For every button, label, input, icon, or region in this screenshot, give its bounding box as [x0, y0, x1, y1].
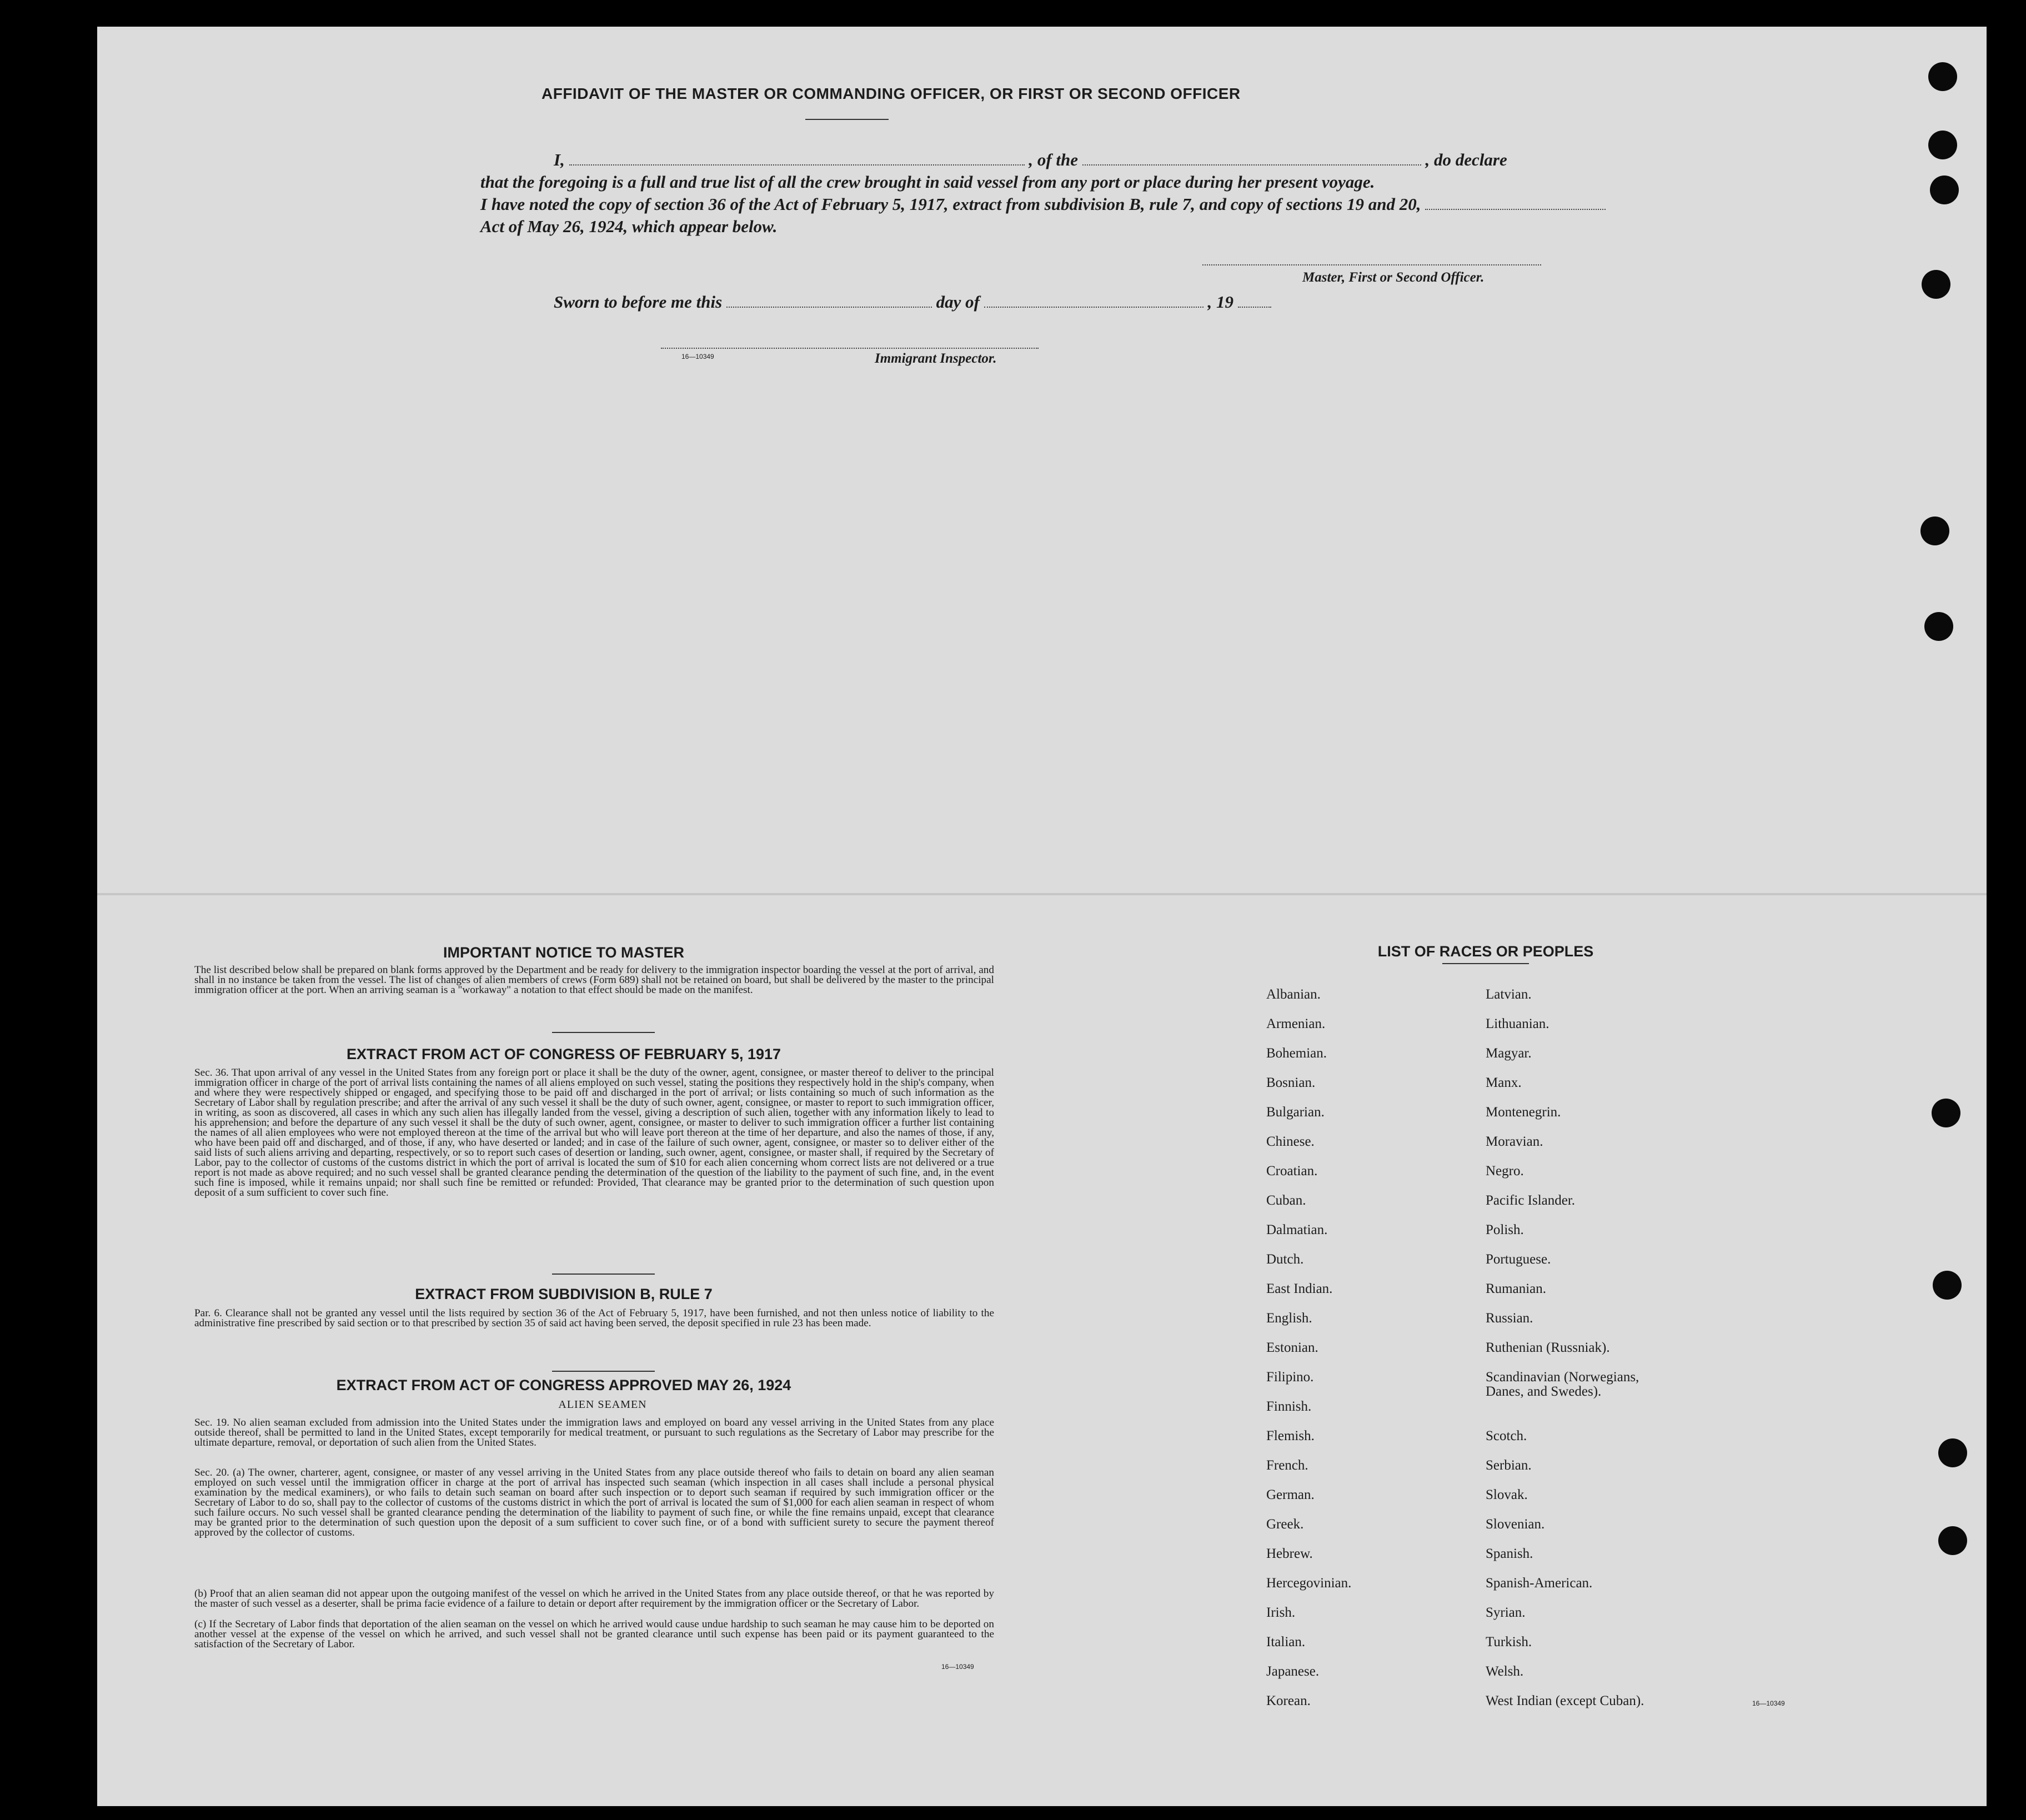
extract-1917-text: Sec. 36. That upon arrival of any vessel in the United States from any foreign port or place it shall be the duty of the owner, agent, consignee, or master thereof to deliver to the principal immigration officer in charge of the port of arrival lists containing the names of all aliens employed on such vessel, stating the positions they respectively hold in the ship's company, when and where they were respectively shipped or engaged, and specifying those to be paid off and discharged in the port of arrival; or lists containing so much of such information as the Secretary of Labor shall by regulation prescribe; and after the arrival of any such vessel it shall be the duty of such owner, agent, consignee, or master to report to such immigration officer, in writing, as soon as discovered, all cases in which any such alien has illegally landed from the vessel, giving a description of such alien, together with any information likely to lead to his apprehension; and before the departure of any such vessel it shall be the duty of such owner, agent, consignee, or master to deliver to such immigration officer a further list containing the names of all alien employees who were not employed thereon at the time of the arrival but who will leave port thereon at the time of her departure, and also the names of those, if any, who have been paid off and discharged, and of those, if any, who have deserted or landed; and in case of the failure of such owner, agent, consignee, or master so to deliver either of the said lists of such aliens arriving and departing, respectively, or so to report such cases of desertion or landing, such owner, agent, consignee, or master shall, if required by the Secretary of Labor, pay to the collector of customs of the customs district in which the port of arrival is located the sum of $10 for each alien concerning whom correct lists are not delivered or a true report is not made as above required; and no such vessel shall be granted clearance pending the determination of the question of the liability to the payment of such fine, and, in the event such fine is imposed, while it remains unpaid; nor shall such fine be remitted or refunded: Provided, That clearance may be granted prior to the determination of such question upon deposit of a sum sufficient to cover such fine.	[194, 1067, 994, 1199]
race-item: Dalmatian.	[1266, 1222, 1328, 1237]
race-item: West Indian (except Cuban).	[1486, 1693, 1644, 1708]
divider	[805, 119, 889, 120]
affidavit-i-label: I,	[554, 150, 565, 169]
race-item: Japanese.	[1266, 1664, 1320, 1679]
affidavit-line-3-text: I have noted the copy of section 36 of the Act of February 5, 1917, extract from subdivision B, rule 7, and copy of sections 19 and 20,	[480, 194, 1421, 214]
race-item: Ruthenian (Russniak).	[1486, 1340, 1610, 1355]
race-item: Dutch.	[1266, 1252, 1304, 1267]
race-item: Greek.	[1266, 1517, 1304, 1532]
sworn-prefix: Sworn to before me this	[554, 292, 723, 312]
race-item: Bulgarian.	[1266, 1105, 1325, 1120]
extract-1917-heading: EXTRACT FROM ACT OF CONGRESS OF FEBRUARY 5, 1917	[346, 1046, 781, 1062]
race-item: Flemish.	[1266, 1428, 1315, 1443]
race-item: Magyar.	[1486, 1046, 1532, 1061]
continuation-blank	[1425, 198, 1606, 210]
day-of-label: day of	[936, 292, 980, 312]
sec-20c-text: (c) If the Secretary of Labor finds that deportation of the alien seaman on the vessel on which he arrived would cause undue hardship to such seaman he may cause him to be deported on another vessel at the expense of the vessel on which he arrived, and such vessel shall not be granted clearance until such expense has been paid or its payment guaranteed to the satisfaction of the Secretary of Labor.	[194, 1618, 994, 1650]
divider	[552, 1274, 655, 1275]
sec-19-text: Sec. 19. No alien seaman excluded from admission into the United States under the immigration laws and employed on board any vessel arriving in the United States from any place outside thereof, shall be permitted to land in the United States, except temporarily for medical treatment, or pursuant to such regulations as the Secretary of Labor may prescribe for the ultimate departure, removal, or deportation of such alien from the United States.	[194, 1417, 994, 1448]
sworn-day-blank	[726, 295, 932, 308]
races-heading: LIST OF RACES OR PEOPLES	[1377, 943, 1594, 960]
race-item: Lithuanian.	[1486, 1016, 1549, 1031]
race-item: East Indian.	[1266, 1281, 1333, 1296]
race-item: Croatian.	[1266, 1164, 1318, 1179]
vessel-blank	[1082, 153, 1421, 166]
race-item: Latvian.	[1486, 987, 1532, 1002]
affidavit-line-2: that the foregoing is a full and true list of all the crew brought in said vessel from any port or place during her present voyage.	[480, 172, 1375, 192]
divider	[1442, 963, 1529, 964]
inspector-caption: Immigrant Inspector.	[875, 351, 997, 366]
race-item: Rumanian.	[1486, 1281, 1547, 1296]
race-item: English.	[1266, 1311, 1312, 1326]
sec-20b-text: (b) Proof that an alien seaman did not appear upon the outgoing manifest of the vessel on which he arrived in the United States from any place outside thereof, or that he was reported by the master of such vessel as a deserter, shall be prima facie evidence of a failure to detain or deport after requirement by the immigration officer or the Secretary of Labor.	[194, 1588, 994, 1610]
affidavit-line-3	[480, 194, 1606, 214]
races-left-column	[1266, 987, 1351, 1723]
race-item: Hercegovinian.	[1266, 1576, 1352, 1591]
notice-heading: IMPORTANT NOTICE TO MASTER	[443, 944, 684, 961]
master-caption: Master, First or Second Officer.	[1302, 270, 1485, 285]
affidavit-line-1	[554, 150, 1664, 170]
race-item: Serbian.	[1486, 1458, 1532, 1473]
punch-hole	[1928, 62, 1957, 91]
do-declare-label: , do declare	[1425, 150, 1507, 169]
of-the-label: , of the	[1029, 150, 1079, 169]
race-item: German.	[1266, 1487, 1315, 1502]
race-item: Slovak.	[1486, 1487, 1528, 1502]
race-item: Irish.	[1266, 1605, 1296, 1620]
race-item: Korean.	[1266, 1693, 1311, 1708]
affidavit-form-number: 16—10349	[681, 353, 714, 360]
sworn-line	[554, 292, 1271, 312]
punch-hole	[1933, 1271, 1962, 1300]
name-blank	[569, 153, 1025, 166]
sworn-year-blank	[1238, 295, 1271, 308]
punch-hole	[1922, 270, 1950, 299]
race-item: Spanish.	[1486, 1546, 1533, 1561]
punch-hole	[1920, 517, 1949, 545]
master-signature-line	[1202, 264, 1541, 265]
race-item: Turkish.	[1486, 1635, 1532, 1649]
race-item: French.	[1266, 1458, 1308, 1473]
race-item: Spanish-American.	[1486, 1576, 1593, 1591]
race-item: Albanian.	[1266, 987, 1321, 1002]
page-fold	[97, 893, 1987, 895]
extract-rule7-text: Par. 6. Clearance shall not be granted any vessel until the lists required by section 36 of the Act of February 5, 1917, have been furnished, and not then unless notice of liability to the administrative fine prescribed by said section or to that prescribed by section 35 of said act having been served, the deposit specified in rule 23 has been made.	[194, 1307, 994, 1329]
race-item: Welsh.	[1486, 1664, 1524, 1679]
race-item: Chinese.	[1266, 1134, 1315, 1149]
punch-hole	[1932, 1099, 1960, 1127]
race-item: Montenegrin.	[1486, 1105, 1561, 1120]
race-item: Scotch.	[1486, 1428, 1527, 1443]
notice-text: The list described below shall be prepared on blank forms approved by the Department and be ready for delivery to the immigration inspector boarding the vessel at the port of arrival, and shall in no instance be taken from the vessel. The list of changes of alien members of crews (Form 689) shall not be retained on board, but shall be delivered by the master to the principal immigration officer at the port. When an arriving seaman is a "workaway" a notation to that effect should be made on the manifest.	[194, 964, 994, 996]
race-item: Armenian.	[1266, 1016, 1326, 1031]
punch-hole	[1924, 612, 1953, 641]
race-item: Finnish.	[1266, 1399, 1312, 1414]
race-item: Portuguese.	[1486, 1252, 1551, 1267]
affidavit-line-4: Act of May 26, 1924, which appear below.	[480, 217, 778, 236]
year-label: , 19	[1207, 292, 1233, 312]
punch-hole	[1930, 176, 1959, 204]
race-item: Estonian.	[1266, 1340, 1318, 1355]
sworn-month-blank	[984, 295, 1203, 308]
races-form-number: 16—10349	[1752, 1699, 1785, 1707]
race-item: Russian.	[1486, 1311, 1533, 1326]
inspector-signature-line	[661, 348, 1039, 349]
race-item: Bosnian.	[1266, 1075, 1316, 1090]
race-item: Pacific Islander.	[1486, 1193, 1576, 1208]
punch-hole	[1928, 131, 1957, 159]
race-item: Polish.	[1486, 1222, 1524, 1237]
sec-20a-text: Sec. 20. (a) The owner, charterer, agent, consignee, or master of any vessel arriving in the United States from any place outside thereof who fails to detain on board any alien seaman employed on such vessel until the immigration officer in charge at the port of arrival has inspected such seaman (which inspection in all cases shall include a personal physical examination by the medical examiners), or who fails to detain such seaman on board after such inspection or to deport such seaman if required by such immigration officer or the Secretary of Labor to do so, shall pay to the collector of customs of the customs district in which the port of arrival is located the sum of $1,000 for each alien seaman in respect of whom such failure occurs. No such vessel shall be granted clearance pending the determination of the liability to payment of such fine, or while the fine remains unpaid, except that clearance may be granted prior to the determination of such question upon the deposit of a sum sufficient to cover such fine, or of a bond with sufficient surety to secure the payment thereof approved by the collector of customs.	[194, 1467, 994, 1538]
divider	[552, 1371, 655, 1372]
race-item: Moravian.	[1486, 1134, 1543, 1149]
race-item: Syrian.	[1486, 1605, 1526, 1620]
alien-seamen-subheading: ALIEN SEAMEN	[558, 1398, 647, 1411]
race-item: Manx.	[1486, 1075, 1522, 1090]
race-item: Negro.	[1486, 1164, 1524, 1179]
extract-1924-heading: EXTRACT FROM ACT OF CONGRESS APPROVED MAY 26, 1924	[336, 1377, 791, 1393]
document-page	[97, 27, 1987, 1806]
race-item: Bohemian.	[1266, 1046, 1327, 1061]
race-item: Slovenian.	[1486, 1517, 1545, 1532]
punch-hole	[1938, 1526, 1967, 1555]
affidavit-heading: AFFIDAVIT OF THE MASTER OR COMMANDING OFFICER, OR FIRST OR SECOND OFFICER	[541, 85, 1241, 102]
race-item: Italian.	[1266, 1635, 1306, 1649]
race-item: Scandinavian (Norwegians, Danes, and Swedes).	[1486, 1370, 1639, 1399]
race-item: Cuban.	[1266, 1193, 1306, 1208]
race-item: Filipino.	[1266, 1370, 1314, 1385]
races-right-column	[1486, 987, 1669, 1723]
race-item: Hebrew.	[1266, 1546, 1313, 1561]
extract-rule7-heading: EXTRACT FROM SUBDIVISION B, RULE 7	[415, 1286, 713, 1302]
divider	[552, 1032, 655, 1033]
extract-form-number: 16—10349	[941, 1663, 974, 1671]
punch-hole	[1938, 1438, 1967, 1467]
